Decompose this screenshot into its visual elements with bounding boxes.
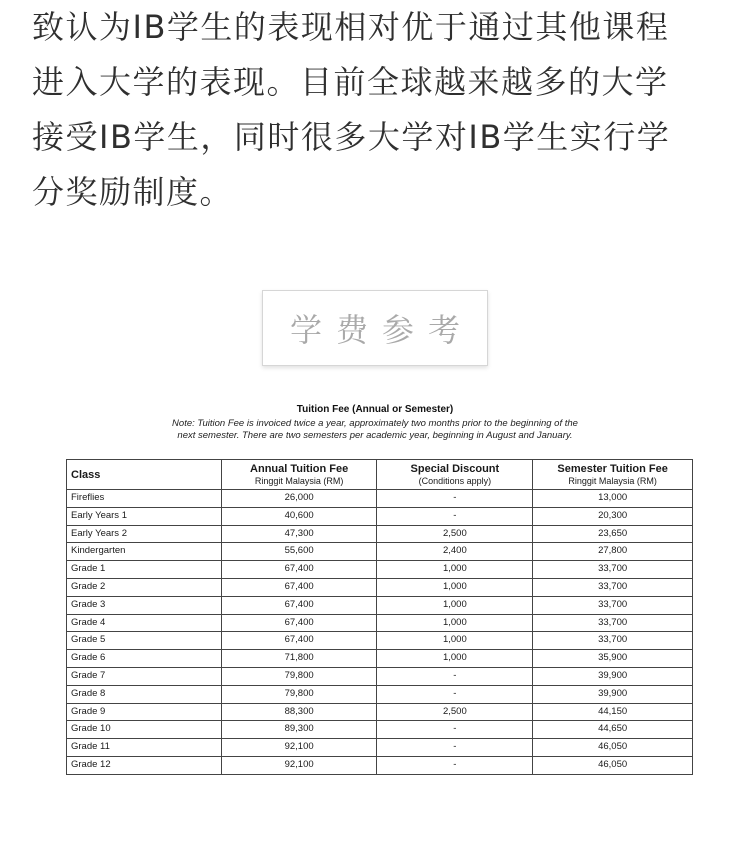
fee-table-note xyxy=(0,418,750,442)
cell-semester-fee: 33,700 xyxy=(533,632,693,650)
cell-annual-fee: 40,600 xyxy=(221,507,377,525)
table-body xyxy=(67,490,693,775)
table-row xyxy=(67,650,693,668)
table-row xyxy=(67,490,693,508)
cell-class: Grade 9 xyxy=(67,703,222,721)
article-paragraph xyxy=(32,0,732,220)
cell-special-discount: 2,400 xyxy=(377,543,533,561)
cell-special-discount: 2,500 xyxy=(377,525,533,543)
cell-annual-fee: 47,300 xyxy=(221,525,377,543)
cell-annual-fee: 67,400 xyxy=(221,578,377,596)
tuition-fee-table xyxy=(66,459,693,775)
section-heading-box xyxy=(262,290,488,366)
cell-semester-fee: 44,650 xyxy=(533,721,693,739)
section-heading: 学费参考 xyxy=(289,311,474,349)
cell-class: Grade 10 xyxy=(67,721,222,739)
fee-table-title: Tuition Fee (Annual or Semester) xyxy=(296,404,454,415)
cell-annual-fee: 92,100 xyxy=(221,756,377,774)
cell-class: Grade 12 xyxy=(67,756,222,774)
paragraph-line: 分奖励制度。 xyxy=(32,173,234,211)
cell-class: Grade 1 xyxy=(67,561,222,579)
cell-annual-fee: 79,800 xyxy=(221,667,377,685)
cell-annual-fee: 67,400 xyxy=(221,632,377,650)
cell-special-discount: 1,000 xyxy=(377,632,533,650)
table-row xyxy=(67,667,693,685)
cell-semester-fee: 23,650 xyxy=(533,525,693,543)
cell-semester-fee: 33,700 xyxy=(533,614,693,632)
cell-annual-fee: 26,000 xyxy=(221,490,377,508)
cell-special-discount: 1,000 xyxy=(377,650,533,668)
header-semester-fee xyxy=(533,460,693,490)
cell-special-discount: 2,500 xyxy=(377,703,533,721)
cell-special-discount: - xyxy=(377,739,533,757)
header-annual-label: Annual Tuition Fee xyxy=(250,462,349,475)
cell-semester-fee: 27,800 xyxy=(533,543,693,561)
paragraph-line: 进入大学的表现。目前全球越来越多的大学 xyxy=(32,63,669,101)
cell-semester-fee: 35,900 xyxy=(533,650,693,668)
cell-class: Grade 5 xyxy=(67,632,222,650)
cell-class: Grade 7 xyxy=(67,667,222,685)
cell-class: Early Years 2 xyxy=(67,525,222,543)
table-row xyxy=(67,632,693,650)
cell-annual-fee: 92,100 xyxy=(221,739,377,757)
cell-class: Grade 8 xyxy=(67,685,222,703)
cell-class: Fireflies xyxy=(67,490,222,508)
cell-special-discount: 1,000 xyxy=(377,596,533,614)
table-row xyxy=(67,525,693,543)
table-row xyxy=(67,756,693,774)
table-row xyxy=(67,561,693,579)
cell-special-discount: 1,000 xyxy=(377,561,533,579)
cell-class: Grade 2 xyxy=(67,578,222,596)
cell-special-discount: - xyxy=(377,667,533,685)
cell-class: Early Years 1 xyxy=(67,507,222,525)
cell-annual-fee: 89,300 xyxy=(221,721,377,739)
table-row xyxy=(67,543,693,561)
table-row xyxy=(67,614,693,632)
header-annual-fee xyxy=(221,460,377,490)
cell-annual-fee: 71,800 xyxy=(221,650,377,668)
cell-class: Grade 6 xyxy=(67,650,222,668)
cell-semester-fee: 13,000 xyxy=(533,490,693,508)
table-row xyxy=(67,685,693,703)
header-discount-label: Special Discount xyxy=(410,462,500,475)
table-row xyxy=(67,596,693,614)
cell-annual-fee: 88,300 xyxy=(221,703,377,721)
cell-special-discount: 1,000 xyxy=(377,578,533,596)
cell-semester-fee: 46,050 xyxy=(533,756,693,774)
cell-special-discount: 1,000 xyxy=(377,614,533,632)
header-semester-label: Semester Tuition Fee xyxy=(557,462,668,475)
cell-semester-fee: 33,700 xyxy=(533,596,693,614)
table-row xyxy=(67,507,693,525)
cell-semester-fee: 20,300 xyxy=(533,507,693,525)
header-discount-sub: (Conditions apply) xyxy=(418,475,492,486)
header-special-discount xyxy=(377,460,533,490)
cell-semester-fee: 39,900 xyxy=(533,685,693,703)
cell-semester-fee: 33,700 xyxy=(533,561,693,579)
cell-annual-fee: 79,800 xyxy=(221,685,377,703)
cell-special-discount: - xyxy=(377,685,533,703)
cell-semester-fee: 39,900 xyxy=(533,667,693,685)
cell-special-discount: - xyxy=(377,507,533,525)
cell-semester-fee: 46,050 xyxy=(533,739,693,757)
cell-annual-fee: 67,400 xyxy=(221,561,377,579)
cell-special-discount: - xyxy=(377,490,533,508)
cell-annual-fee: 55,600 xyxy=(221,543,377,561)
header-semester-sub: Ringgit Malaysia (RM) xyxy=(568,475,657,486)
cell-semester-fee: 33,700 xyxy=(533,578,693,596)
paragraph-line: 致认为IB学生的表现相对优于通过其他课程 xyxy=(32,8,670,46)
header-annual-sub: Ringgit Malaysia (RM) xyxy=(254,475,344,486)
cell-annual-fee: 67,400 xyxy=(221,596,377,614)
fee-note-line: next semester. There are two semesters per academic year, beginning in August and January. xyxy=(177,430,573,441)
table-row xyxy=(67,739,693,757)
table-row xyxy=(67,703,693,721)
table-header-row xyxy=(67,460,693,490)
cell-semester-fee: 44,150 xyxy=(533,703,693,721)
cell-class: Grade 4 xyxy=(67,614,222,632)
header-class: Class xyxy=(67,460,222,490)
cell-class: Grade 3 xyxy=(67,596,222,614)
paragraph-line: 接受IB学生，同时很多大学对IB学生实行学 xyxy=(32,118,671,156)
cell-special-discount: - xyxy=(377,756,533,774)
cell-class: Kindergarten xyxy=(67,543,222,561)
table-row xyxy=(67,578,693,596)
table-row xyxy=(67,721,693,739)
fee-note-line: Note: Tuition Fee is invoiced twice a year, approximately two months prior to the beginning of the xyxy=(172,418,578,429)
cell-special-discount: - xyxy=(377,721,533,739)
cell-class: Grade 11 xyxy=(67,739,222,757)
cell-annual-fee: 67,400 xyxy=(221,614,377,632)
